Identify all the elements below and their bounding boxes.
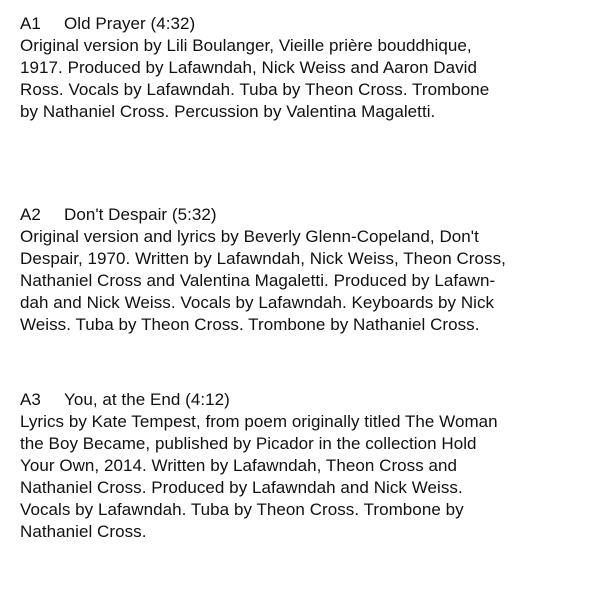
track-number: A1 (20, 14, 41, 33)
track-number: A2 (20, 205, 41, 224)
credit-line: Despair, 1970. Written by Lafawndah, Nick Weiss, Theon Cross, (20, 249, 506, 268)
track-a1 (20, 13, 586, 123)
track-credits (20, 35, 586, 123)
track-title: You, at the End (4:12) (64, 390, 230, 409)
track-number: A3 (20, 390, 41, 409)
track-title: Old Prayer (4:32) (64, 14, 196, 33)
credit-line: dah and Nick Weiss. Vocals by Lafawndah. Keyboards by Nick (20, 293, 495, 312)
credit-line: Vocals by Lafawndah. Tuba by Theon Cross. Trombone by (20, 500, 464, 519)
track-credits (20, 411, 586, 543)
credit-line: Weiss. Tuba by Theon Cross. Trombone by Nathaniel Cross. (20, 315, 480, 334)
credit-line: 1917. Produced by Lafawndah, Nick Weiss and Aaron David (20, 58, 477, 77)
credit-line: Your Own, 2014. Written by Lafawndah, Theon Cross and (20, 456, 458, 475)
track-heading (20, 389, 586, 411)
track-a3 (20, 389, 586, 543)
credit-line: the Boy Became, published by Picador in the collection Hold (20, 434, 477, 453)
credit-line: Nathaniel Cross. Produced by Lafawndah and Nick Weiss. (20, 478, 463, 497)
credit-line: Original version by Lili Boulanger, Vieille prière bouddhique, (20, 36, 472, 55)
track-heading (20, 13, 586, 35)
credit-line: Nathaniel Cross and Valentina Magaletti. Produced by Lafawn- (20, 271, 496, 290)
track-a2 (20, 204, 586, 336)
credit-line: Lyrics by Kate Tempest, from poem originally titled The Woman (20, 412, 498, 431)
credit-line: Ross. Vocals by Lafawndah. Tuba by Theon Cross. Trombone (20, 80, 490, 99)
track-credits (20, 226, 586, 336)
credit-line: by Nathaniel Cross. Percussion by Valentina Magaletti. (20, 102, 436, 121)
track-heading (20, 204, 586, 226)
track-title: Don't Despair (5:32) (64, 205, 217, 224)
credit-line: Original version and lyrics by Beverly Glenn-Copeland, Don't (20, 227, 479, 246)
credit-line: Nathaniel Cross. (20, 522, 147, 541)
